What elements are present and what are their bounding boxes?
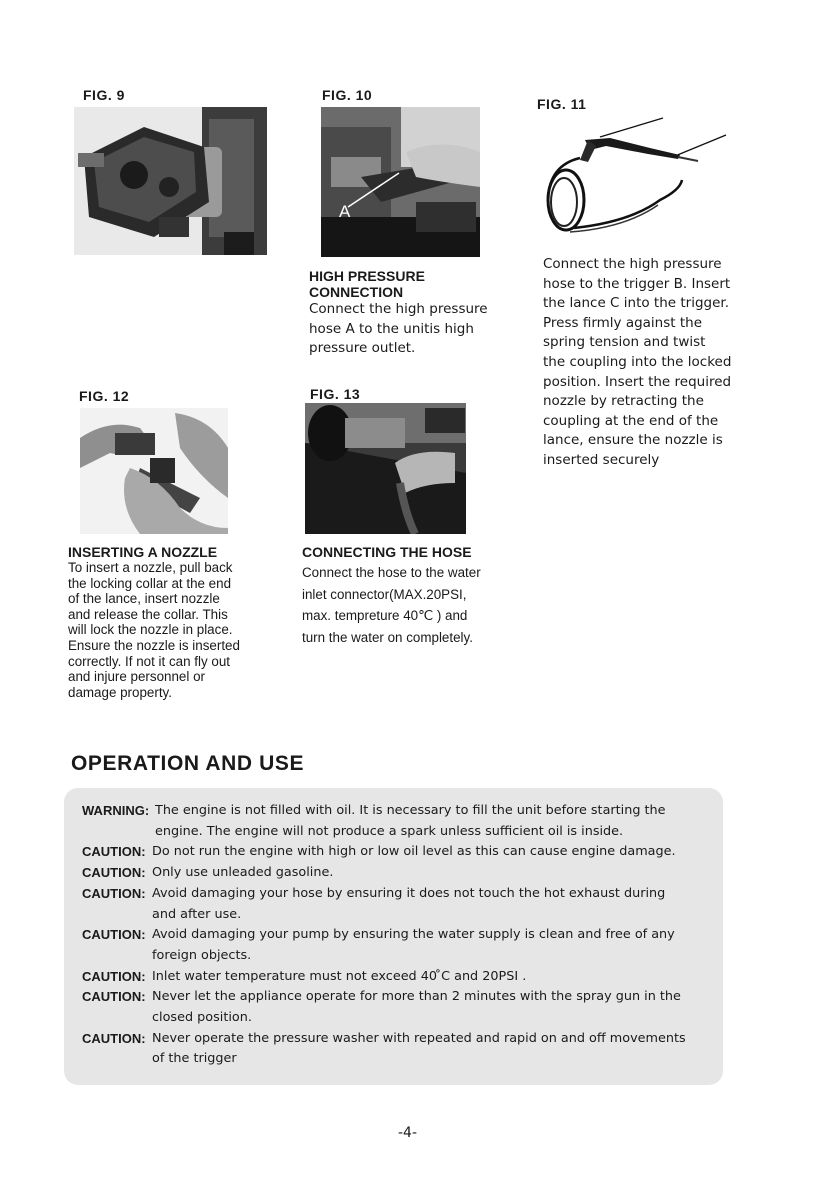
notice-text: Only use unleaded gasoline. xyxy=(152,865,334,881)
fig11-label: FIG. 11 xyxy=(537,96,587,112)
fig10-pointer-line xyxy=(321,107,480,257)
notice-text: Avoid damaging your pump by ensuring the water supply is clean and free of any xyxy=(152,927,675,943)
fig9-pump-photo xyxy=(74,107,267,255)
fig13-hose-photo xyxy=(305,403,466,534)
fig10-description: Connect the high pressure hose A to the unitis high pressure outlet. xyxy=(309,301,488,357)
notice-text: engine. The engine will not produce a spark unless sufficient oil is inside. xyxy=(155,823,624,839)
notice-text: and after use. xyxy=(152,906,242,922)
caution-label: CAUTION: xyxy=(82,844,146,860)
fig10-title: HIGH PRESSURE CONNECTION xyxy=(309,268,425,300)
operation-heading: OPERATION AND USE xyxy=(71,752,305,775)
caution-label: CAUTION: xyxy=(82,968,146,984)
warning-label: WARNING: xyxy=(82,803,150,818)
notice-text: foreign objects. xyxy=(152,947,252,963)
notice-text: Inlet water temperature must not exceed 40 ̊C and 20PSI . xyxy=(152,968,527,984)
fig13-label: FIG. 13 xyxy=(310,386,361,402)
fig9-label: FIG. 9 xyxy=(83,87,125,103)
fig12-nozzle-photo xyxy=(80,408,228,534)
notice-text: Never operate the pressure washer with repeated and rapid on and off movements xyxy=(152,1030,686,1046)
fig10-label: FIG. 10 xyxy=(322,87,373,103)
fig10-marker-a: A xyxy=(339,202,351,221)
fig13-title: CONNECTING THE HOSE xyxy=(302,544,472,560)
fig11-description: Connect the high pressure hose to the trigger B. Insert the lance C into the trigger. Press firmly against the spring tension and twist the coupling into the locked position. Insert the required nozzle by retracting the coupling at the end of the lance, ensure the nozzle is inserted securely xyxy=(543,256,732,468)
notice-text: closed position. xyxy=(152,1010,252,1025)
caution-label: CAUTION: xyxy=(82,865,146,881)
notice-text: The engine is not filled with oil. It is necessary to fill the unit before starting the xyxy=(155,803,666,818)
fig12-label: FIG. 12 xyxy=(79,388,130,404)
fig12-title: INSERTING A NOZZLE xyxy=(68,544,218,560)
notice-text: Do not run the engine with high or low oil level as this can cause engine damage. xyxy=(152,844,676,860)
page-number: -4- xyxy=(398,1125,418,1141)
notice-text: Avoid damaging your hose by ensuring it does not touch the hot exhaust during xyxy=(152,885,666,901)
notice-text: of the trigger xyxy=(152,1051,237,1067)
notice-text: Never let the appliance operate for more than 2 minutes with the spray gun in the xyxy=(152,989,681,1005)
fig13-description: Connect the hose to the water inlet connector(MAX.20PSI, max. tempreture 40℃ ) and turn the water on completely. xyxy=(302,565,481,645)
caution-label: CAUTION: xyxy=(82,989,146,1005)
caution-label: CAUTION: xyxy=(82,885,146,901)
caution-label: CAUTION: xyxy=(82,1030,146,1046)
fig11-spray-gun-diagram xyxy=(530,110,740,245)
caution-label: CAUTION: xyxy=(82,927,146,943)
fig12-description: To insert a nozzle, pull back the locking collar at the end of the lance, insert nozzle and release the collar. This will lock the nozzle in place. Ensure the nozzle is inserted correctly. If not it can fly out and injure personnel or damage property. xyxy=(68,560,240,700)
